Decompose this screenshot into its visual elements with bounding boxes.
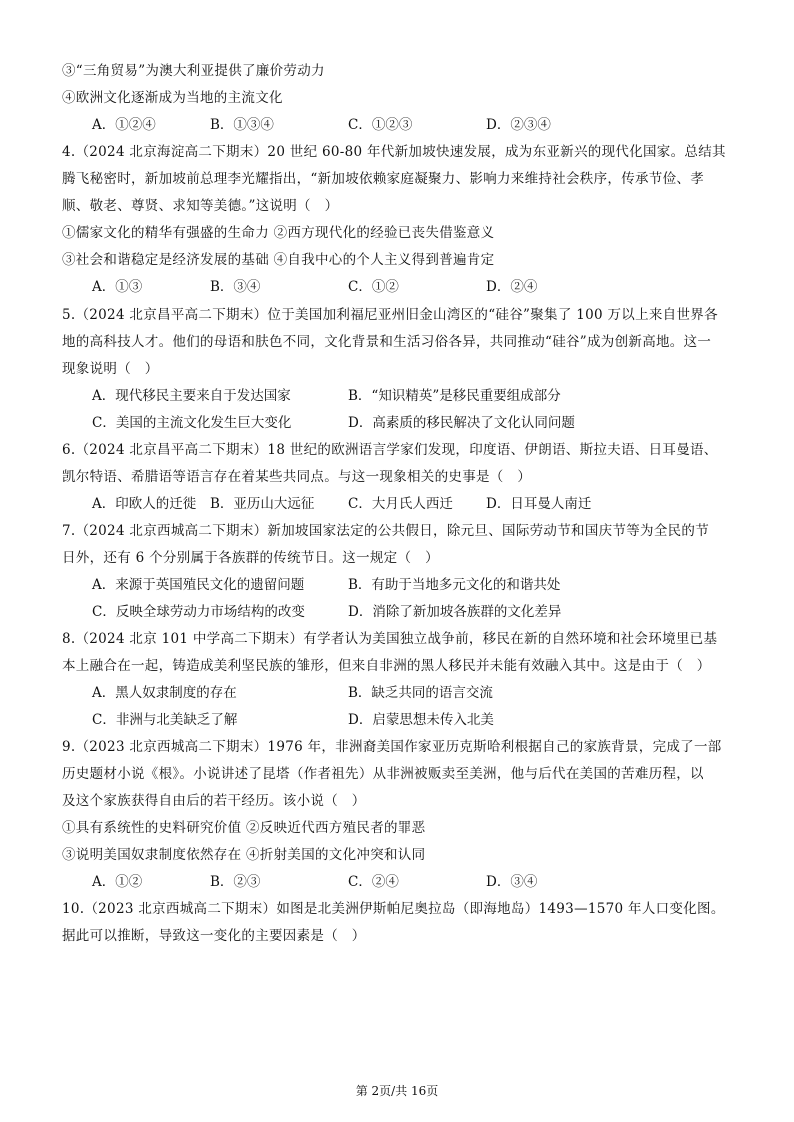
q5-stem-line-2: 地的高科技人才。他们的母语和肤色不同，文化背景和生活习俗各异，共同推动“硅谷”成为创新高地。这一 <box>62 334 712 350</box>
q9-option-c: C．②④ <box>348 874 399 890</box>
q8-option-a: A．黑人奴隶制度的存在 <box>92 685 237 701</box>
q5-option-b: B．“知识精英”是移民重要组成部分 <box>348 388 561 404</box>
q9-stem-line-3: 及这个家族获得自由后的若干经历。该小说（ ） <box>62 793 366 809</box>
q8-stem-line-2: 本上融合在一起，铸造成美利坚民族的雏形，但来自非洲的黑人移民并未能有效融入其中。这是由于（ ） <box>62 658 711 674</box>
q4-stem-line-3: 顺、敬老、尊贤、求知等美德。”这说明（ ） <box>62 198 339 214</box>
q7-option-a: A．来源于英国殖民文化的遗留问题 <box>92 577 305 593</box>
q9-stem-line-1: 9.（2023 北京西城高二下期末）1976 年，非洲裔美国作家亚历克斯哈利根据自己的家族背景，完成了一部 <box>62 739 722 755</box>
q5-stem-line-1: 5.（2024 北京昌平高二下期末）位于美国加利福尼亚州旧金山湾区的“硅谷”聚集了 100 万以上来自世界各 <box>62 307 718 323</box>
q5-stem-line-3: 现象说明（ ） <box>62 361 159 377</box>
q4-statements-3-4: ③社会和谐稳定是经济发展的基础 ④自我中心的个人主义得到普遍肯定 <box>62 252 495 268</box>
q4-stem-line-2: 腾飞秘密时，新加坡前总理李光耀指出，“新加坡依赖家庭凝聚力、影响力来维持社会秩序，传承节俭、孝 <box>62 171 704 187</box>
q9-option-d: D．③④ <box>486 874 538 890</box>
q4-option-d: D．②④ <box>486 279 538 295</box>
q3-statement-4: ④欧洲文化逐渐成为当地的主流文化 <box>62 90 283 106</box>
q8-option-b: B．缺乏共同的语言交流 <box>348 685 493 701</box>
q9-option-b: B．②③ <box>210 874 261 890</box>
q8-option-c: C．非洲与北美缺乏了解 <box>92 712 238 728</box>
q6-option-a: A．印欧人的迁徙 <box>92 496 197 512</box>
q5-option-c: C．美国的主流文化发生巨大变化 <box>92 415 292 431</box>
q3-option-d: D．②③④ <box>486 117 551 133</box>
q4-option-c: C．①② <box>348 279 399 295</box>
q7-option-c: C．反映全球劳动力市场结构的改变 <box>92 604 305 620</box>
q4-option-a: A．①③ <box>92 279 143 295</box>
q5-option-a: A．现代移民主要来自于发达国家 <box>92 388 291 404</box>
q4-statements-1-2: ①儒家文化的精华有强盛的生命力 ②西方现代化的经验已丧失借鉴意义 <box>62 225 495 241</box>
q10-stem-line-1: 10.（2023 北京西城高二下期末）如图是北美洲伊斯帕尼奥拉岛（即海地岛）1493—1570 年人口变化图。 <box>62 901 725 917</box>
q3-option-a: A．①②④ <box>92 117 156 133</box>
page-footer: 第 2页/共 16页 <box>355 1084 439 1098</box>
q8-option-d: D．启蒙思想未传入北美 <box>348 712 494 728</box>
q3-statement-3: ③“三角贸易”为澳大利亚提供了廉价劳动力 <box>62 63 325 79</box>
q3-option-c: C．①②③ <box>348 117 413 133</box>
q10-stem-line-2: 据此可以推断，导致这一变化的主要因素是（ ） <box>62 928 366 944</box>
q6-option-c: C．大月氏人西迁 <box>348 496 453 512</box>
q9-stem-line-2: 历史题材小说《根》。小说讲述了昆塔（作者祖先）从非洲被贩卖至美洲，他与后代在美国的苦难历程，以 <box>62 766 704 782</box>
q6-stem-line-2: 凯尔特语、希腊语等语言存在着某些共同点。与这一现象相关的史事是（ ） <box>62 469 532 485</box>
q7-stem-line-1: 7.（2024 北京西城高二下期末）新加坡国家法定的公共假日，除元旦、国际劳动节和国庆节等为全民的节 <box>62 523 710 539</box>
q9-statements-3-4: ③说明美国奴隶制度依然存在 ④折射美国的文化冲突和认同 <box>62 847 426 863</box>
q3-option-b: B．①③④ <box>210 117 274 133</box>
q8-stem-line-1: 8.（2024 北京 101 中学高二下期末）有学者认为美国独立战争前，移民在新的自然环境和社会环境里已基 <box>62 631 718 647</box>
q6-option-d: D．日耳曼人南迁 <box>486 496 592 512</box>
q9-statements-1-2: ①具有系统性的史料研究价值 ②反映近代西方殖民者的罪恶 <box>62 820 426 836</box>
q7-option-d: D．消除了新加坡各族群的文化差异 <box>348 604 562 620</box>
q4-stem-line-1: 4.（2024 北京海淀高二下期末）20 世纪 60-80 年代新加坡快速发展，成为东亚新兴的现代化国家。总结其 <box>62 144 726 160</box>
q6-stem-line-1: 6.（2024 北京昌平高二下期末）18 世纪的欧洲语言学家们发现，印度语、伊朗语、斯拉夫语、日耳曼语、 <box>62 442 718 458</box>
q9-option-a: A．①② <box>92 874 143 890</box>
q4-option-b: B．③④ <box>210 279 261 295</box>
q7-stem-line-2: 日外，还有 6 个分别属于各族群的传统节日。这一规定（ ） <box>62 550 439 566</box>
q6-option-b: B．亚历山大远征 <box>210 496 315 512</box>
q5-option-d: D．高素质的移民解决了文化认同问题 <box>348 415 575 431</box>
q7-option-b: B．有助于当地多元文化的和谐共处 <box>348 577 561 593</box>
